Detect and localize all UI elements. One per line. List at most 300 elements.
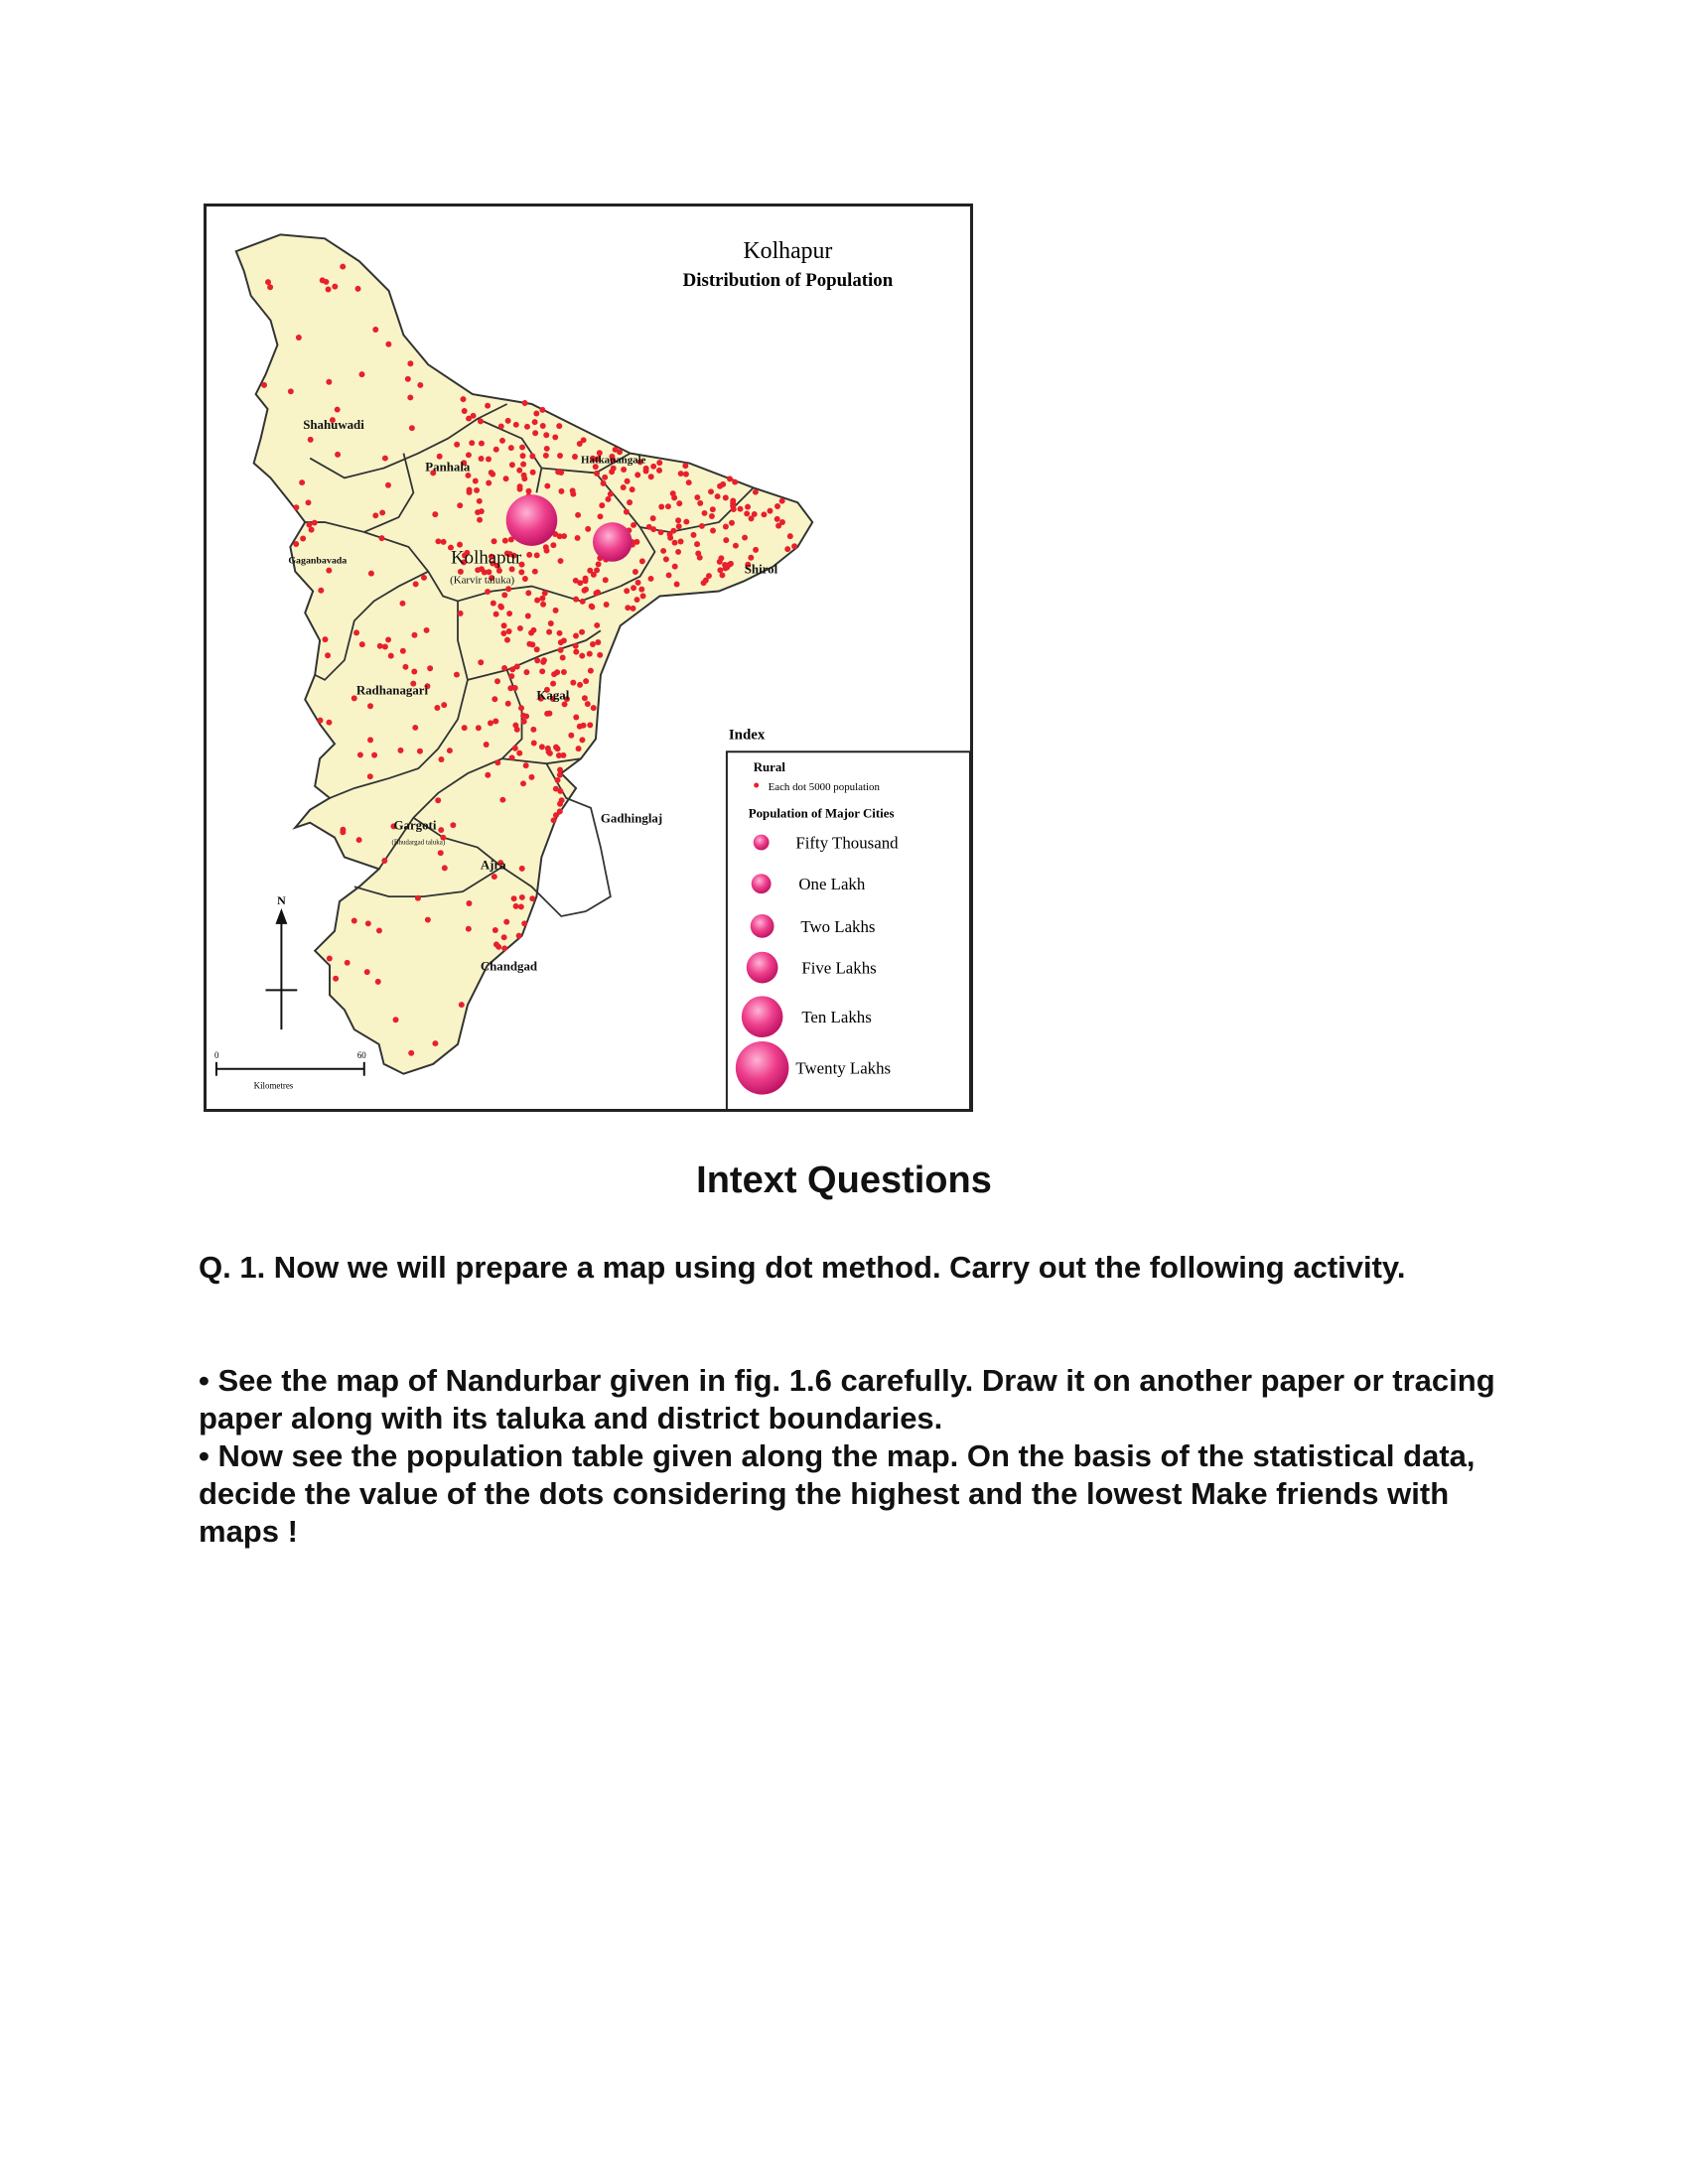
rural-dot [577, 682, 583, 688]
rural-dot [656, 468, 662, 474]
map-subtitle: Distribution of Population [682, 269, 894, 291]
rural-dot [531, 741, 537, 747]
rural-dot [308, 437, 314, 443]
rural-dot [508, 673, 514, 679]
rural-dot [400, 648, 406, 654]
rural-dot [399, 601, 405, 607]
rural-dot [326, 720, 332, 726]
rural-dot [516, 468, 522, 474]
rural-dot [382, 644, 388, 650]
rural-dot [556, 752, 562, 758]
section-heading: Intext Questions [696, 1160, 992, 1201]
rural-dot [479, 456, 485, 462]
rural-dot [371, 752, 377, 758]
rural-dot [345, 960, 351, 966]
rural-dot [601, 480, 607, 486]
rural-dot [522, 576, 528, 582]
rural-dot [558, 488, 564, 494]
rural-dot [639, 558, 645, 564]
rural-dot [379, 535, 385, 541]
rural-dot [690, 532, 696, 538]
rural-dot [609, 469, 615, 475]
rural-dot [635, 580, 641, 586]
rural-dot [643, 466, 649, 472]
rural-dot [583, 578, 589, 584]
rural-dot [516, 751, 522, 756]
rural-dot [489, 470, 494, 476]
rural-dot [505, 418, 511, 424]
rural-dot [708, 488, 714, 494]
rural-dot [492, 696, 497, 702]
rural-dot [543, 432, 549, 438]
rural-dot [496, 568, 502, 574]
rural-dot [299, 479, 305, 485]
rural-dot [372, 512, 378, 518]
rural-dot [550, 542, 556, 548]
rural-dot [539, 407, 545, 413]
rural-dot [709, 513, 715, 519]
rural-dot [625, 605, 631, 611]
rural-dot [573, 715, 579, 721]
rural-dot [534, 552, 540, 558]
rural-dot [529, 641, 535, 647]
rural-dot [525, 590, 531, 596]
rural-dot [530, 470, 536, 476]
rural-dot [633, 569, 638, 575]
rural-dot [522, 400, 528, 406]
taluka-label-bhudargad: (Bhudargad taluka) [391, 838, 446, 847]
taluka-label-ajra: Ajra [480, 858, 506, 873]
rural-dot [638, 587, 644, 593]
rural-dot [340, 264, 346, 270]
legend-heading: Index [728, 727, 766, 744]
rural-dot [553, 812, 559, 818]
rural-dot [407, 360, 413, 366]
rural-dot [570, 680, 576, 686]
rural-dot [588, 668, 594, 674]
rural-dot [385, 482, 391, 488]
rural-dot [493, 447, 499, 453]
rural-dot [621, 467, 627, 473]
rural-dot [435, 797, 441, 803]
rural-dot [546, 629, 552, 635]
rural-dot [509, 754, 515, 760]
rural-dot [591, 705, 597, 711]
rural-dot [432, 511, 438, 517]
rural-dot [525, 614, 531, 619]
rural-dot [491, 601, 496, 607]
rural-dot [355, 286, 361, 292]
rural-dot [356, 837, 362, 843]
rural-dot [516, 933, 522, 939]
taluka-label-radhanagari: Radhanagari [355, 683, 429, 698]
rural-dot [376, 927, 382, 933]
rural-dot [503, 919, 509, 925]
rural-dot [411, 669, 417, 675]
rural-dot [505, 701, 511, 707]
rural-dot [686, 479, 692, 485]
taluka-label-kolhapur: Kolhapur [451, 547, 522, 569]
rural-dot [699, 523, 705, 529]
rural-dot [587, 568, 593, 574]
rural-dot [333, 976, 339, 982]
rural-dot [474, 487, 480, 493]
rural-dot [326, 568, 332, 574]
legend-city-circle-0 [754, 835, 770, 851]
rural-dot [557, 630, 563, 636]
rural-dot [720, 481, 726, 487]
taluka-label-kagal: Kagal [536, 688, 570, 703]
rural-dot [608, 491, 614, 497]
rural-dot [372, 327, 378, 333]
rural-dot [665, 503, 671, 509]
rural-dot [558, 639, 564, 645]
rural-dot [742, 535, 748, 541]
rural-dot [568, 733, 574, 739]
rural-dot [573, 632, 579, 638]
rural-dot [561, 669, 567, 675]
rural-dot [501, 622, 507, 628]
rural-dot [466, 900, 472, 906]
rural-dot [530, 727, 536, 733]
rural-dot [602, 475, 608, 480]
rural-dot [717, 559, 723, 565]
rural-dot [648, 576, 654, 582]
scale-start: 0 [213, 1049, 219, 1060]
rural-dot [519, 866, 525, 872]
bullet-item: • Now see the population table given along the map. On the basis of the statistical data, decide the value of the dots considering the highest and the lowest Make friends with maps ! [199, 1438, 1476, 1549]
rural-dot [473, 478, 479, 484]
rural-dot [555, 746, 561, 751]
rural-dot [583, 587, 589, 593]
rural-dot [550, 681, 556, 687]
legend-city-circle-2 [751, 914, 774, 938]
rural-dot [485, 403, 491, 409]
rural-dot [521, 473, 527, 478]
rural-dot [407, 394, 413, 400]
rural-dot [411, 632, 417, 638]
rural-dot [748, 555, 754, 561]
rural-dot [590, 641, 596, 647]
rural-dot [579, 629, 585, 635]
rural-dot [359, 371, 365, 377]
legend-city-label-5: Twenty Lakhs [795, 1058, 892, 1078]
rural-dot [594, 622, 600, 628]
rural-dot [526, 552, 532, 558]
rural-dot [261, 382, 267, 388]
rural-dot [425, 917, 431, 923]
taluka-label-gadhinglaj: Gadhinglaj [600, 811, 663, 826]
rural-dot [367, 737, 373, 743]
rural-dot [478, 659, 484, 665]
rural-dot [462, 408, 468, 414]
rural-dot [675, 517, 681, 523]
rural-dot [774, 516, 780, 522]
rural-dot [326, 287, 332, 293]
rural-dot [594, 471, 600, 477]
rural-dot [309, 527, 315, 533]
rural-dot [561, 533, 567, 539]
rural-dot [335, 407, 341, 413]
rural-dot [585, 701, 591, 707]
rural-dot [676, 523, 682, 529]
rural-dot [417, 382, 423, 388]
rural-dot [767, 508, 773, 514]
rural-dot [658, 529, 664, 535]
legend-city-label-0: Fifty Thousand [795, 833, 899, 853]
rural-dot [694, 541, 700, 547]
rural-dot [484, 742, 490, 748]
rural-dot [585, 526, 591, 532]
rural-dot [306, 499, 312, 505]
rural-dot [534, 657, 540, 663]
rural-dot [631, 522, 636, 528]
rural-dot [503, 476, 509, 481]
rural-dot [327, 956, 333, 962]
rural-dot [670, 490, 676, 496]
rural-dot [306, 522, 312, 528]
rural-dot [701, 580, 707, 586]
rural-dot [359, 641, 365, 647]
rural-dot [512, 723, 518, 729]
rural-dot [499, 438, 505, 444]
rural-dot [544, 483, 550, 489]
rural-dot [492, 927, 498, 933]
rural-dot [267, 284, 273, 290]
rural-dot [318, 588, 324, 594]
rural-dot [485, 589, 491, 595]
rural-dot [634, 472, 640, 478]
rural-dot [593, 591, 599, 597]
rural-dot [434, 705, 440, 711]
rural-dot [513, 422, 519, 428]
rural-dot [532, 419, 538, 425]
rural-dot [548, 620, 554, 626]
rural-dot [415, 895, 421, 901]
rural-dot [573, 597, 579, 603]
rural-dot [523, 762, 529, 768]
rural-dot [479, 441, 485, 447]
north-label: N [277, 893, 286, 908]
rural-dot [521, 920, 527, 926]
rural-dot [421, 575, 427, 581]
rural-dot [492, 719, 498, 725]
rural-dot [556, 423, 562, 429]
rural-dot [511, 895, 517, 901]
rural-dot [723, 494, 729, 500]
rural-dot [409, 425, 415, 431]
rural-dot [532, 569, 538, 575]
rural-dot [710, 528, 716, 534]
rural-dot [534, 646, 540, 652]
rural-dot [352, 918, 357, 924]
rural-dot [683, 519, 689, 525]
rural-dot [577, 724, 583, 730]
rural-dot [579, 653, 585, 659]
rural-dot [432, 1040, 438, 1046]
rural-dot [413, 581, 419, 587]
rural-dot [697, 555, 703, 561]
rural-dot [732, 479, 738, 485]
rural-dot [457, 502, 463, 508]
rural-dot [499, 797, 505, 803]
rural-dot [381, 858, 387, 864]
rural-dot [506, 628, 512, 634]
rural-dot [467, 489, 473, 495]
scale-bar [214, 1050, 366, 1091]
rural-dot [509, 462, 515, 468]
rural-dot [650, 464, 656, 470]
rural-dot [288, 388, 294, 394]
rural-dot [553, 786, 559, 792]
rural-dot [512, 685, 518, 691]
rural-dot [501, 592, 507, 598]
rural-dot [514, 664, 520, 670]
rural-dot [364, 969, 370, 975]
rural-dot [787, 533, 793, 539]
rural-dot [597, 652, 603, 658]
rural-dot [727, 476, 733, 481]
rural-dot [518, 705, 524, 711]
rural-dot [520, 453, 526, 459]
rural-dot [558, 470, 564, 476]
rural-dot [706, 573, 712, 579]
rural-dot [579, 737, 585, 743]
rural-dot [494, 759, 500, 765]
rural-dot [493, 612, 499, 617]
rural-dot [382, 456, 388, 462]
rural-dot [438, 850, 444, 856]
rural-dot [471, 413, 477, 419]
rural-dot [385, 341, 391, 347]
rural-dot [486, 456, 492, 462]
rural-dot [519, 445, 525, 451]
rural-dot [519, 894, 525, 900]
legend-city-label-1: One Lakh [798, 875, 866, 894]
rural-dot [493, 941, 499, 947]
rural-dot [485, 772, 491, 778]
scale-end: 60 [356, 1049, 366, 1060]
rural-dot [595, 639, 601, 645]
rural-dot [498, 423, 504, 429]
rural-dot [745, 504, 751, 510]
rural-dot [583, 678, 589, 684]
rural-dot [477, 517, 483, 523]
rural-dot [730, 503, 736, 509]
rural-dot [573, 578, 579, 584]
rural-dot [539, 668, 545, 674]
rural-dot [715, 493, 721, 499]
rural-dot [552, 434, 558, 440]
rural-dot [542, 591, 548, 597]
rural-dot [442, 865, 448, 871]
rural-dot [534, 598, 540, 604]
map-canvas [207, 206, 970, 1109]
city-circle-ichalkaranji [593, 522, 633, 562]
rural-dot [469, 440, 475, 446]
rural-dot [573, 643, 579, 649]
north-arrow [266, 893, 298, 1029]
rural-dot [525, 488, 531, 494]
rural-dot [577, 441, 583, 447]
rural-dot [454, 672, 460, 678]
rural-dot [658, 504, 664, 510]
rural-dot [533, 411, 539, 417]
rural-dot [478, 418, 484, 424]
rural-dot [424, 627, 430, 633]
rural-dot [650, 515, 656, 521]
rural-dot [375, 979, 381, 985]
rural-dot [539, 744, 545, 750]
rural-dot [408, 1050, 414, 1056]
rural-dot [551, 817, 557, 823]
rural-dot [393, 1017, 399, 1023]
rural-dot [634, 597, 640, 603]
rural-dot [540, 423, 546, 429]
rural-dot [558, 558, 564, 564]
rural-dot [730, 497, 736, 503]
rural-dot [729, 520, 735, 526]
rural-dot [512, 746, 518, 751]
map-title: Kolhapur [743, 238, 833, 265]
rural-dot [459, 1002, 465, 1008]
rural-dot [293, 504, 299, 510]
rural-dot [621, 484, 627, 490]
question-text: Q. 1. Now we will prepare a map using dot method. Carry out the following activity. [199, 1250, 1406, 1285]
rural-dot [300, 536, 306, 542]
rural-dot [674, 582, 680, 588]
rural-dot [605, 496, 611, 502]
legend-rural-dot [754, 783, 759, 788]
rural-dot [663, 556, 669, 562]
rural-dot [504, 637, 510, 643]
legend-city-label-2: Two Lakhs [800, 916, 876, 936]
rural-dot [540, 659, 546, 665]
city-circle-kolhapur [506, 494, 558, 546]
rural-dot [457, 542, 463, 548]
rural-dot [553, 608, 559, 614]
rural-dot [502, 538, 508, 544]
rural-dot [520, 780, 526, 786]
rural-dot [454, 442, 460, 448]
rural-dot [580, 599, 586, 605]
taluka-label-gargoti: Gargoti [393, 818, 437, 833]
rural-dot [582, 695, 588, 701]
rural-dot [555, 777, 561, 783]
rural-dot [520, 713, 526, 719]
rural-dot [724, 565, 730, 571]
rural-dot [598, 513, 604, 519]
rural-dot [572, 454, 578, 460]
rural-dot [791, 543, 797, 549]
rural-dot [752, 511, 758, 517]
scale-unit: Kilometres [253, 1080, 294, 1091]
rural-dot [458, 611, 464, 616]
rural-dot [557, 772, 563, 778]
rural-dot [320, 277, 326, 283]
rural-dot [521, 719, 527, 725]
rural-dot [660, 548, 666, 554]
rural-dot [694, 494, 700, 500]
rural-dot [596, 561, 602, 567]
rural-dot [501, 945, 507, 951]
taluka-label-chandgad: Chandgad [480, 959, 538, 974]
rural-dot [675, 549, 681, 555]
rural-dot [494, 678, 500, 684]
taluka-label-gaganbavada: Gaganbavada [288, 555, 348, 567]
rural-dot [412, 725, 418, 731]
rural-dot [557, 767, 563, 773]
